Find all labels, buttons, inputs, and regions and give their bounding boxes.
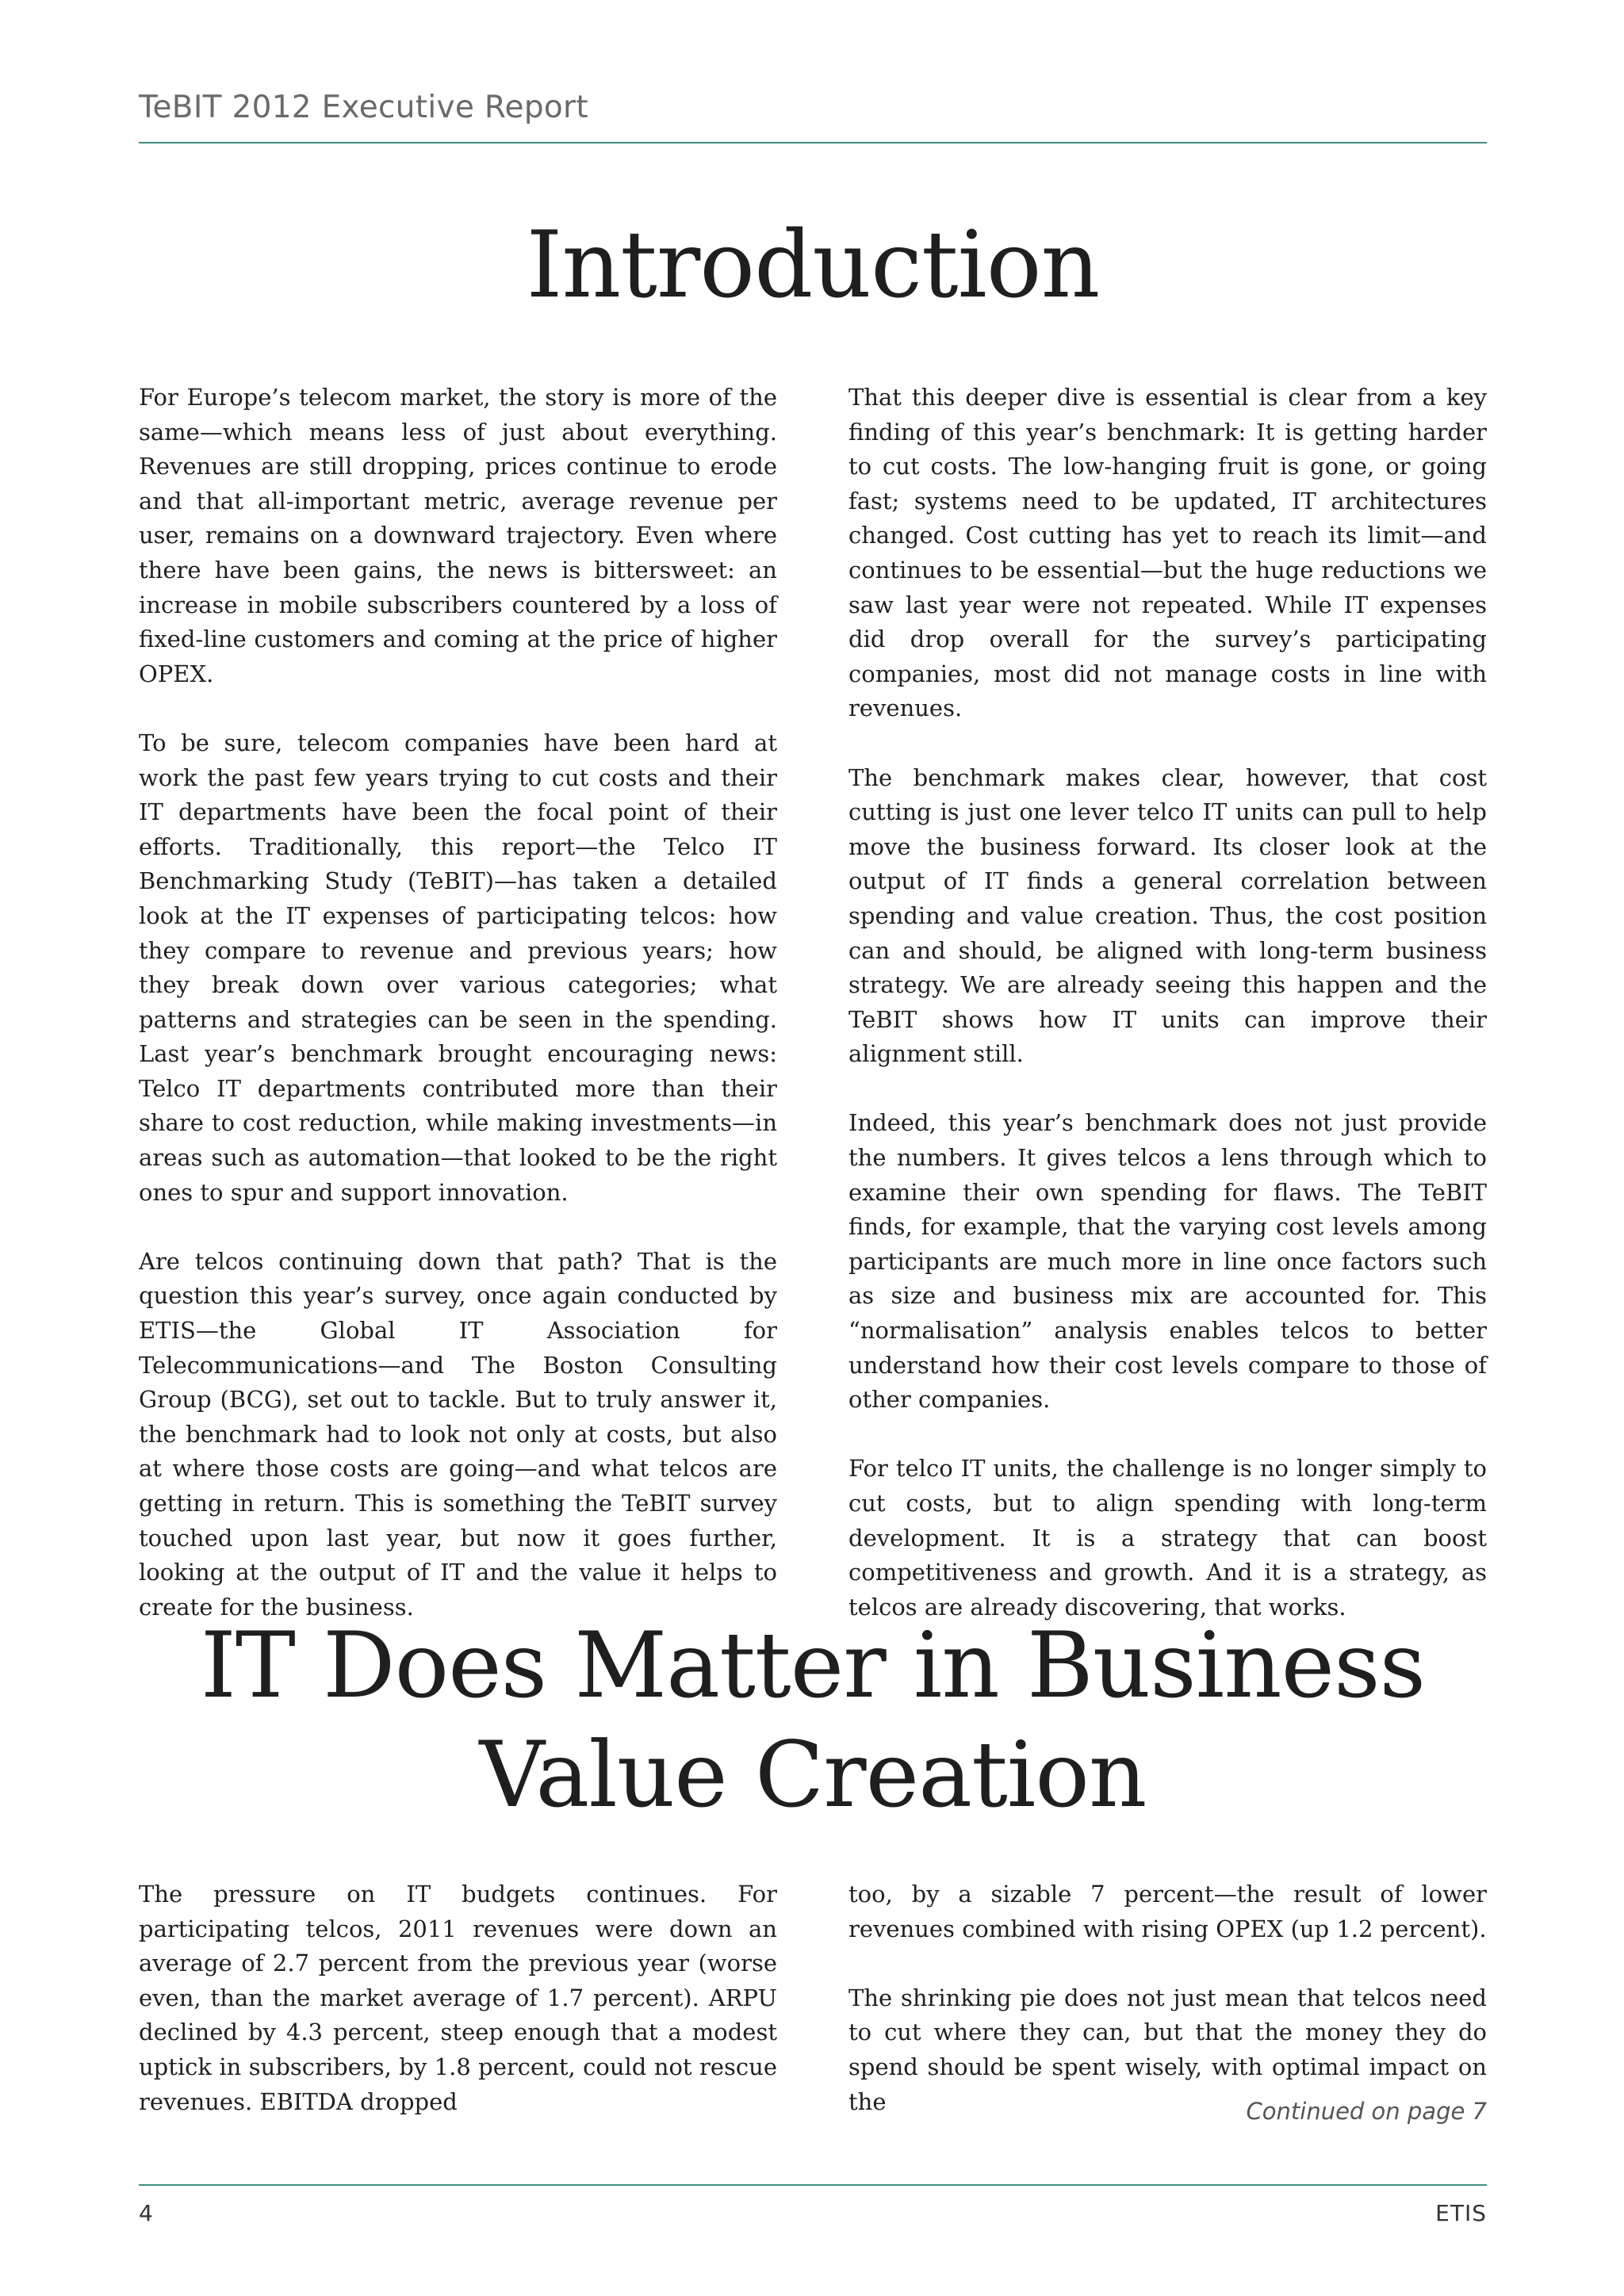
section-title-introduction: Introduction	[526, 212, 1100, 319]
paragraph: For telco IT units, the challenge is no longer simply to cut costs, but to align spending with long-term development. It is a strategy that can boost competitiveness and growth. And it is a strategy, as telcos are already discovering, that works.	[848, 1455, 1487, 1621]
footer-organization: ETIS	[1435, 2200, 1487, 2226]
header-rule	[139, 142, 1487, 144]
section-title-value-creation	[139, 1611, 1487, 1830]
section-title-line: Value Creation	[479, 1722, 1147, 1827]
paragraph: The benchmark makes clear, however, that cost cutting is just one lever telco IT units can pull to help move the business forward. Its closer look at the output of IT finds a general correlation between spending and value creation. Thus, the cost position can and should, be aligned with long-term business strategy. We are already seeing this happen and the TeBIT shows how IT units can improve their alignment still.	[848, 763, 1487, 1068]
paragraph: That this deeper dive is essential is clear from a key finding of this year’s benchmark: It is getting harder to cut costs. The low-hanging fruit is gone, or going fast; systems need to be updated, IT architectures changed. Cost cutting has yet to reach its limit—and continues to be essential—but the huge reductions we saw last year were not repeated. While IT expenses did drop overall for the survey’s participating companies, most did not manage costs in line with revenues.	[848, 384, 1487, 722]
paragraph: For Europe’s telecom market, the story is more of the same—which means less of just about everything. Revenues are still dropping, prices continue to erode and that all-important metric, average revenue per user, remains on a downward trajectory. Even where there have been gains, the news is bittersweet: an increase in mobile subscribers countered by a loss of fixed-line customers and coming at the price of higher OPEX.	[139, 384, 777, 687]
paragraph: To be sure, telecom companies have been hard at work the past few years trying to cut costs and their IT departments have been the focal point of their efforts. Traditionally, this report—the Telco IT Benchmarking Study (TeBIT)—has taken a detailed look at the IT expenses of participating telcos: how they compare to revenue and previous years; how they break down over various categories; what patterns and strategies can be seen in the spending. Last year’s benchmark brought encouraging news: Telco IT departments contributed more than their share to cost reduction, while making investments—in areas such as automation—that looked to be the right ones to spur and support innovation.	[139, 729, 777, 1206]
paragraph: too, by a sizable 7 percent—the result of lower revenues combined with rising OPEX (up 1.2 percent).	[848, 1881, 1487, 1942]
introduction-right-column	[848, 381, 1487, 1624]
value-creation-left-column	[139, 1877, 777, 2119]
introduction-left-column	[139, 381, 777, 1624]
value-creation-right-column	[848, 1877, 1487, 2119]
section-title-line: IT Does Matter in Business	[200, 1613, 1426, 1718]
paragraph: Are telcos continuing down that path? That is the question this year’s survey, once again conducted by ETIS—the Global IT Association for Telecommunications—and The Boston Consulting Group (BCG), set out to tackle. But to truly answer it, the benchmark had to look not only at costs, but also at where those costs are going—and what telcos are getting in return. This is something the TeBIT survey touched upon last year, but now it goes further, looking at the output of IT and the value it helps to create for the business.	[139, 1247, 777, 1621]
paragraph: The shrinking pie does not just mean that telcos need to cut where they can, but that the money they do spend should be spent wisely, with optimal impact on the	[848, 1984, 1487, 2115]
continued-note: Continued on page 7	[1246, 2098, 1487, 2125]
paragraph: Indeed, this year’s benchmark does not just provide the numbers. It gives telcos a lens through which to examine their own spending for flaws. The TeBIT finds, for example, that the varying cost levels among participants are much more in line once factors such as size and business mix are accounted for. This “normalisation” analysis enables telcos to better understand how their cost levels compare to those of other companies.	[848, 1109, 1487, 1414]
paragraph: The pressure on IT budgets continues. For participating telcos, 2011 revenues were down an average of 2.7 percent from the previous year (worse even, than the market average of 1.7 percent). ARPU declined by 4.3 percent, steep enough that a modest uptick in subscribers, by 1.8 percent, could not rescue revenues. EBITDA dropped	[139, 1881, 777, 2115]
footer-rule	[139, 2184, 1487, 2186]
running-header: TeBIT 2012 Executive Report	[139, 90, 588, 125]
page-number: 4	[139, 2200, 153, 2226]
